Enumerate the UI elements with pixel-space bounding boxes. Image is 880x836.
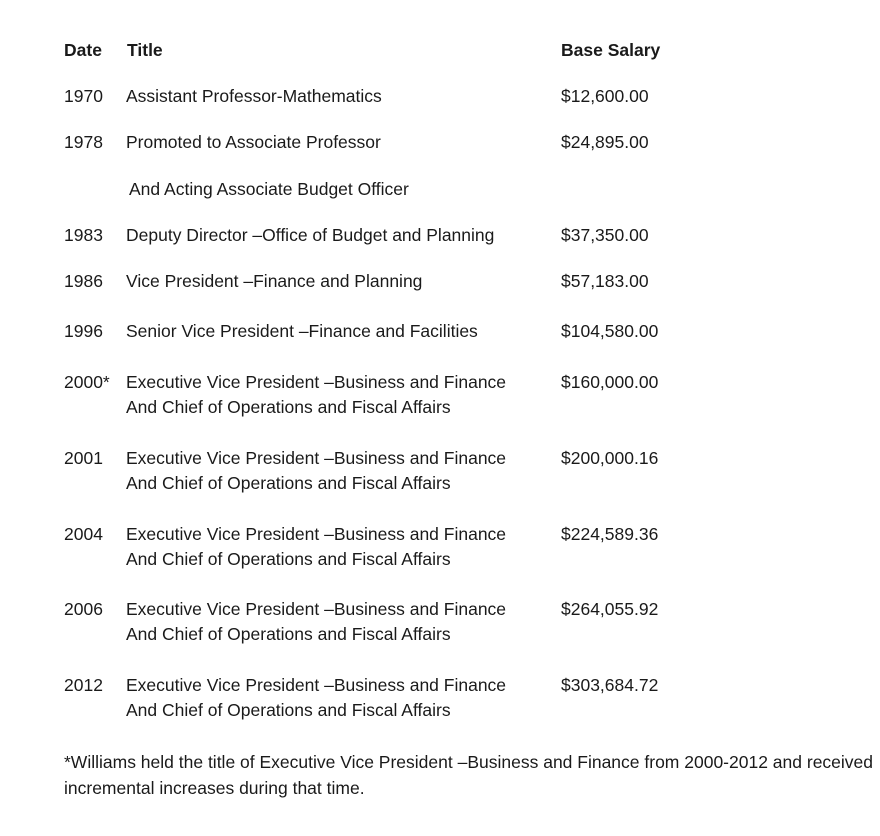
row-title: Executive Vice President –Business and Finance: [126, 372, 507, 392]
row-title: Promoted to Associate Professor: [126, 132, 381, 152]
row-title-line2: And Chief of Operations and Fiscal Affairs: [126, 397, 451, 417]
row-title-line2: And Chief of Operations and Fiscal Affairs: [126, 624, 451, 644]
row-salary: $57,183.00: [561, 271, 649, 291]
row-title: Executive Vice President –Business and Finance: [126, 524, 507, 544]
row-title: Assistant Professor-Mathematics: [126, 86, 382, 106]
row-date: 1978: [64, 132, 103, 152]
row-salary: $303,684.72: [561, 675, 659, 695]
header-date: Date: [64, 40, 102, 60]
row-date: 1986: [64, 271, 103, 291]
row-salary: $24,895.00: [561, 132, 649, 152]
row-date: 2004: [64, 524, 103, 544]
row-salary: $12,600.00: [561, 86, 649, 106]
row-title: Deputy Director –Office of Budget and Planning: [126, 225, 495, 245]
row-salary: $264,055.92: [561, 599, 659, 619]
row-title: Executive Vice President –Business and Finance: [126, 448, 507, 468]
row-date: 2000*: [64, 372, 110, 392]
row-date: 2006: [64, 599, 103, 619]
row-date: 1983: [64, 225, 103, 245]
row-salary: $224,589.36: [561, 524, 659, 544]
row-date: 1996: [64, 321, 103, 341]
row-title-line2: And Chief of Operations and Fiscal Affairs: [126, 549, 451, 569]
footnote: *Williams held the title of Executive Vice President –Business and Finance from 2000-2012 and received incremental increases during that time.: [64, 752, 874, 798]
header-title: Title: [127, 40, 163, 60]
row-title: Executive Vice President –Business and Finance: [126, 675, 507, 695]
row-title: Senior Vice President –Finance and Facilities: [126, 321, 478, 341]
row-title-line2: And Chief of Operations and Fiscal Affairs: [126, 700, 451, 720]
row-date: 2012: [64, 675, 103, 695]
row-title: Executive Vice President –Business and Finance: [126, 599, 507, 619]
row-salary: $160,000.00: [561, 372, 659, 392]
header-base-salary: Base Salary: [561, 40, 661, 60]
row-date: 1970: [64, 86, 103, 106]
row-salary: $200,000.16: [561, 448, 659, 468]
row-title-continuation: And Acting Associate Budget Officer: [129, 179, 409, 199]
row-salary: $37,350.00: [561, 225, 649, 245]
row-title-line2: And Chief of Operations and Fiscal Affairs: [126, 473, 451, 493]
row-salary: $104,580.00: [561, 321, 659, 341]
row-date: 2001: [64, 448, 103, 468]
row-title: Vice President –Finance and Planning: [126, 271, 423, 291]
